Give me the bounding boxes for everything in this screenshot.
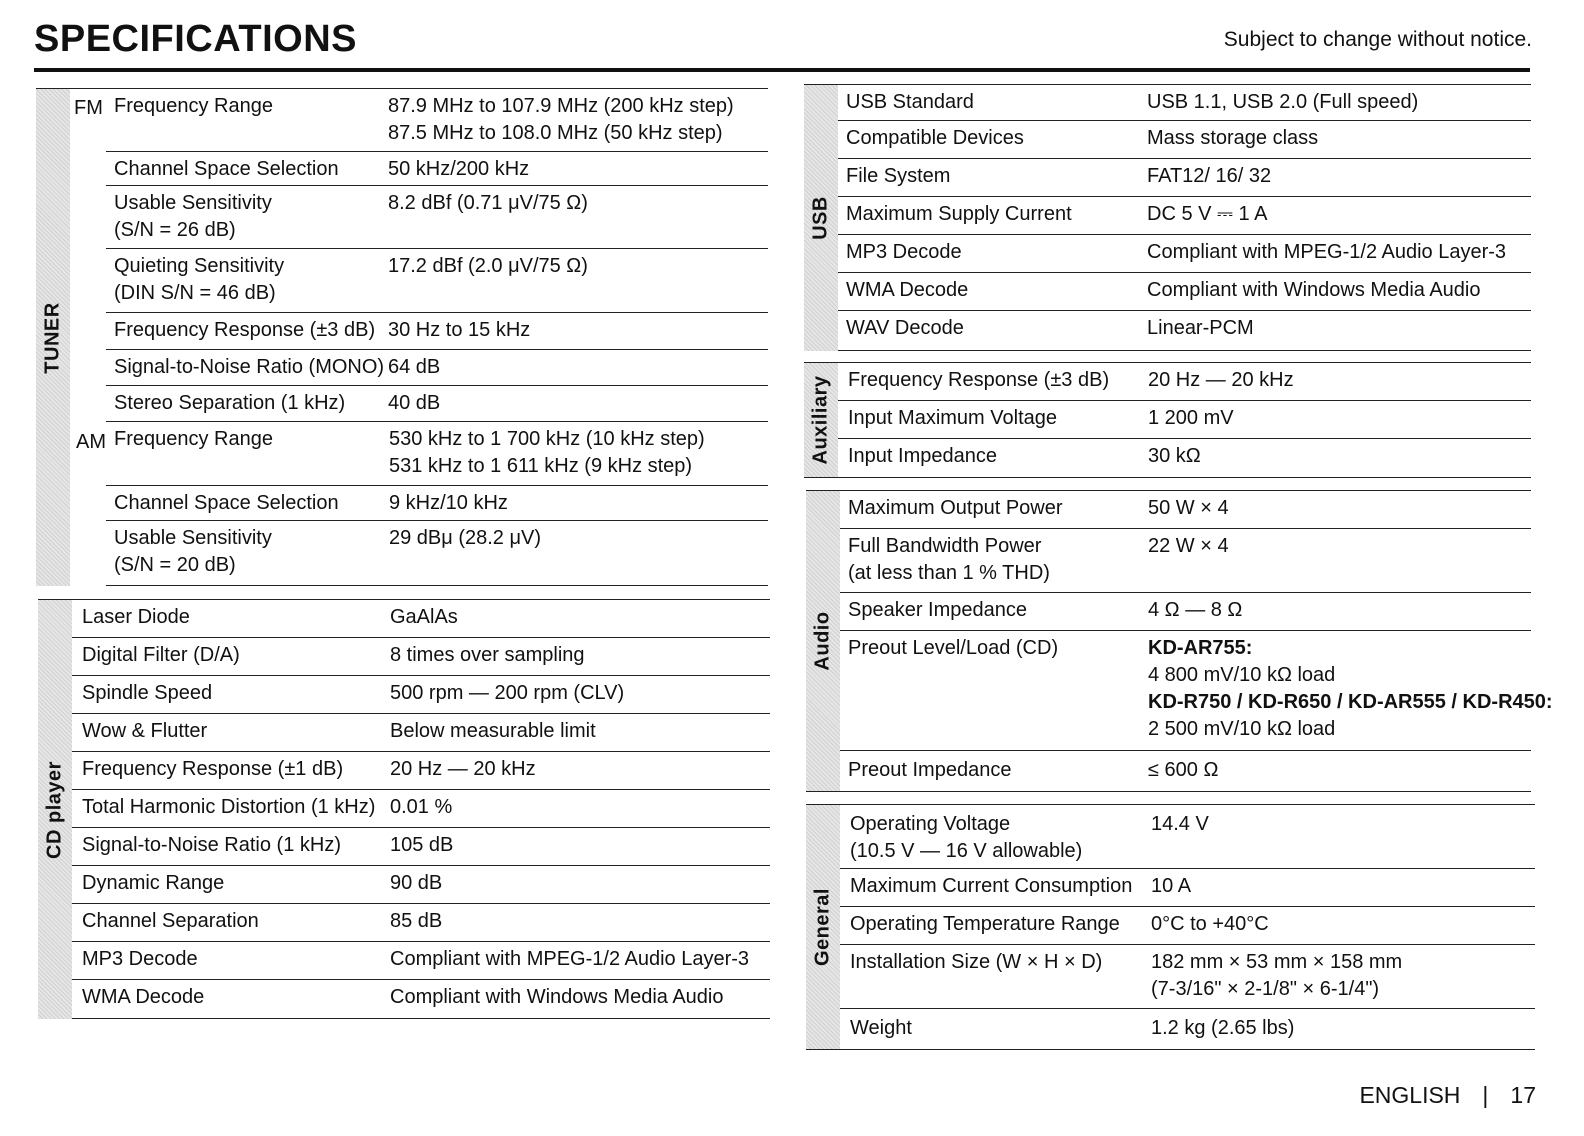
spec-row bbox=[838, 159, 1531, 197]
spec-label: WMA Decode bbox=[846, 279, 969, 301]
spec-label: Operating Voltage (10.5 V — 16 V allowable) bbox=[850, 813, 1083, 862]
spec-row bbox=[72, 904, 770, 942]
spec-row bbox=[72, 752, 770, 790]
spec-label: Dynamic Range bbox=[82, 872, 225, 894]
spec-label: Input Impedance bbox=[848, 445, 997, 467]
spec-value: 30 kΩ bbox=[1148, 445, 1201, 467]
spec-label: WMA Decode bbox=[82, 986, 205, 1008]
spec-label: Maximum Supply Current bbox=[846, 203, 1072, 225]
spec-value: GaAlAs bbox=[390, 606, 458, 628]
spec-label: Usable Sensitivity (S/N = 20 dB) bbox=[114, 527, 272, 576]
spec-value: Below measurable limit bbox=[390, 720, 596, 742]
general-side-label: General bbox=[811, 888, 834, 966]
usb-side-label: USB bbox=[809, 196, 832, 240]
spec-row bbox=[840, 529, 1531, 593]
usb-side-band bbox=[804, 85, 838, 351]
spec-value: Compliant with Windows Media Audio bbox=[1147, 279, 1481, 301]
spec-row bbox=[838, 235, 1531, 273]
spec-value: 500 rpm — 200 rpm (CLV) bbox=[390, 682, 625, 704]
spec-value: KD-AR755: 4 800 mV/10 kΩ load KD-R750 / KD-R650 / KD-AR555 / KD-R450: 2 500 mV/10 kΩ load bbox=[1148, 637, 1553, 740]
spec-label: Compatible Devices bbox=[846, 127, 1024, 149]
spec-row bbox=[106, 89, 768, 152]
title-rule bbox=[34, 68, 1530, 72]
spec-value: ≤ 600 Ω bbox=[1148, 759, 1219, 781]
spec-label: File System bbox=[846, 165, 951, 187]
usb-section bbox=[804, 84, 1531, 351]
spec-label: Channel Space Selection bbox=[114, 158, 339, 180]
audio-side-label: Audio bbox=[811, 611, 834, 671]
spec-label: Input Maximum Voltage bbox=[848, 407, 1057, 429]
spec-row bbox=[840, 945, 1535, 1009]
spec-row bbox=[840, 751, 1531, 791]
spec-value: 30 Hz to 15 kHz bbox=[388, 319, 531, 341]
cd-section bbox=[38, 599, 770, 1019]
tuner-section bbox=[36, 88, 768, 586]
spec-value: 530 kHz to 1 700 kHz (10 kHz step) 531 kHz to 1 611 kHz (9 kHz step) bbox=[389, 428, 705, 477]
spec-value: FAT12/ 16/ 32 bbox=[1147, 165, 1272, 187]
change-notice: Subject to change without notice. bbox=[1223, 28, 1532, 51]
spec-value: 90 dB bbox=[390, 872, 443, 894]
page-title: SPECIFICATIONS bbox=[34, 18, 357, 60]
spec-value: Compliant with Windows Media Audio bbox=[390, 986, 724, 1008]
spec-label: Frequency Response (±1 dB) bbox=[82, 758, 344, 780]
spec-row bbox=[72, 980, 770, 1019]
spec-value: 14.4 V bbox=[1151, 813, 1209, 835]
spec-label: Signal-to-Noise Ratio (1 kHz) bbox=[82, 834, 341, 856]
spec-row bbox=[840, 907, 1535, 945]
spec-label: Quieting Sensitivity (DIN S/N = 46 dB) bbox=[114, 255, 285, 304]
spec-row bbox=[106, 422, 768, 486]
spec-row bbox=[840, 805, 1535, 869]
spec-label: Full Bandwidth Power (at less than 1 % THD) bbox=[848, 535, 1050, 584]
spec-value: 50 kHz/200 kHz bbox=[388, 158, 530, 180]
spec-label: Operating Temperature Range bbox=[850, 913, 1120, 935]
spec-value: 182 mm × 53 mm × 158 mm (7-3/16" × 2-1/8" × 6-1/4") bbox=[1151, 951, 1403, 1000]
spec-label: Frequency Range bbox=[114, 95, 273, 117]
spec-row bbox=[106, 249, 768, 313]
spec-label: Spindle Speed bbox=[82, 682, 213, 704]
aux-side-label: Auxiliary bbox=[809, 375, 832, 465]
spec-label: USB Standard bbox=[846, 91, 974, 113]
cd-side-band bbox=[38, 600, 72, 1019]
spec-label: Usable Sensitivity (S/N = 26 dB) bbox=[114, 192, 272, 241]
spec-value: USB 1.1, USB 2.0 (Full speed) bbox=[1147, 91, 1419, 113]
spec-label: Frequency Response (±3 dB) bbox=[114, 319, 376, 341]
spec-label: MP3 Decode bbox=[82, 948, 198, 970]
spec-value: 87.9 MHz to 107.9 MHz (200 kHz step) 87.5 MHz to 108.0 MHz (50 kHz step) bbox=[388, 95, 734, 144]
spec-label: Frequency Range bbox=[114, 428, 273, 450]
spec-value: 50 W × 4 bbox=[1148, 497, 1229, 519]
spec-value: 1.2 kg (2.65 lbs) bbox=[1151, 1017, 1295, 1039]
spec-row bbox=[72, 828, 770, 866]
footer-separator: | bbox=[1482, 1082, 1489, 1108]
spec-label: WAV Decode bbox=[846, 317, 964, 339]
spec-value: 10 A bbox=[1151, 875, 1192, 897]
spec-row bbox=[838, 401, 1531, 439]
spec-label: Maximum Current Consumption bbox=[850, 875, 1133, 897]
spec-row bbox=[72, 638, 770, 676]
spec-label: Maximum Output Power bbox=[848, 497, 1063, 519]
spec-label: Installation Size (W × H × D) bbox=[850, 951, 1103, 973]
spec-row bbox=[838, 85, 1531, 121]
spec-label: Wow & Flutter bbox=[82, 720, 208, 742]
spec-row bbox=[106, 350, 768, 386]
spec-row bbox=[106, 313, 768, 350]
spec-label: Laser Diode bbox=[82, 606, 190, 628]
spec-value: 8 times over sampling bbox=[390, 644, 585, 666]
spec-value: 40 dB bbox=[388, 392, 441, 414]
spec-row bbox=[106, 186, 768, 249]
cd-side-label: CD player bbox=[43, 760, 66, 859]
tuner-side-band bbox=[36, 89, 70, 586]
spec-row bbox=[72, 790, 770, 828]
spec-label: Speaker Impedance bbox=[848, 599, 1028, 621]
spec-value: Compliant with MPEG-1/2 Audio Layer-3 bbox=[390, 948, 750, 970]
spec-row bbox=[838, 197, 1531, 235]
spec-label: Weight bbox=[850, 1017, 912, 1039]
spec-row bbox=[72, 676, 770, 714]
spec-value: 105 dB bbox=[390, 834, 454, 856]
spec-label: Stereo Separation (1 kHz) bbox=[114, 392, 346, 414]
spec-value: 20 Hz — 20 kHz bbox=[390, 758, 536, 780]
aux-section bbox=[804, 362, 1531, 478]
spec-label: Preout Level/Load (CD) bbox=[848, 637, 1059, 659]
spec-value: Linear-PCM bbox=[1147, 317, 1254, 339]
aux-side-band bbox=[804, 363, 838, 477]
spec-label: Preout Impedance bbox=[848, 759, 1012, 781]
spec-row bbox=[840, 491, 1531, 529]
spec-value: Compliant with MPEG-1/2 Audio Layer-3 bbox=[1147, 241, 1507, 263]
spec-value: 17.2 dBf (2.0 μV/75 Ω) bbox=[388, 255, 588, 277]
spec-row bbox=[72, 600, 770, 638]
spec-label: Channel Space Selection bbox=[114, 492, 339, 514]
page-number: 17 bbox=[1510, 1082, 1536, 1108]
spec-row bbox=[72, 942, 770, 980]
spec-value: 20 Hz — 20 kHz bbox=[1148, 369, 1294, 391]
general-side-band bbox=[806, 805, 840, 1049]
general-section bbox=[806, 804, 1535, 1050]
spec-label: Frequency Response (±3 dB) bbox=[848, 369, 1110, 391]
audio-side-band bbox=[806, 491, 840, 791]
spec-row bbox=[106, 152, 768, 186]
spec-value: 29 dBμ (28.2 μV) bbox=[389, 527, 542, 549]
spec-value: 22 W × 4 bbox=[1148, 535, 1229, 557]
spec-value: 1 200 mV bbox=[1148, 407, 1234, 429]
spec-value: Mass storage class bbox=[1147, 127, 1319, 149]
spec-label: Channel Separation bbox=[82, 910, 259, 932]
spec-value: 64 dB bbox=[388, 356, 441, 378]
tuner-side-label: TUNER bbox=[41, 301, 64, 374]
fm-band-label: FM bbox=[74, 97, 103, 119]
spec-row bbox=[72, 866, 770, 904]
spec-value: 8.2 dBf (0.71 μV/75 Ω) bbox=[388, 192, 588, 214]
spec-row bbox=[838, 121, 1531, 159]
spec-row bbox=[838, 273, 1531, 311]
spec-value: 0.01 % bbox=[390, 796, 453, 818]
page-footer bbox=[1359, 1082, 1536, 1109]
spec-label: MP3 Decode bbox=[846, 241, 962, 263]
spec-row bbox=[106, 521, 768, 586]
spec-row bbox=[838, 439, 1531, 477]
spec-label: Total Harmonic Distortion (1 kHz) bbox=[82, 796, 376, 818]
spec-label: Signal-to-Noise Ratio (MONO) bbox=[114, 356, 385, 378]
spec-row bbox=[106, 386, 768, 422]
spec-row bbox=[840, 593, 1531, 631]
spec-value: 4 Ω — 8 Ω bbox=[1148, 599, 1243, 621]
spec-row bbox=[838, 311, 1531, 351]
spec-row bbox=[72, 714, 770, 752]
spec-row bbox=[840, 1009, 1535, 1049]
spec-label: Digital Filter (D/A) bbox=[82, 644, 240, 666]
am-band-label: AM bbox=[76, 431, 106, 453]
spec-row bbox=[840, 631, 1553, 751]
spec-row bbox=[106, 486, 768, 521]
footer-language: ENGLISH bbox=[1359, 1082, 1461, 1108]
spec-row bbox=[838, 363, 1531, 401]
spec-value: 0°C to +40°C bbox=[1151, 913, 1269, 935]
audio-section bbox=[806, 490, 1553, 792]
spec-row bbox=[840, 869, 1535, 907]
spec-value: 9 kHz/10 kHz bbox=[389, 492, 508, 514]
spec-value: DC 5 V ⎓ 1 A bbox=[1147, 203, 1268, 225]
spec-value: 85 dB bbox=[390, 910, 443, 932]
